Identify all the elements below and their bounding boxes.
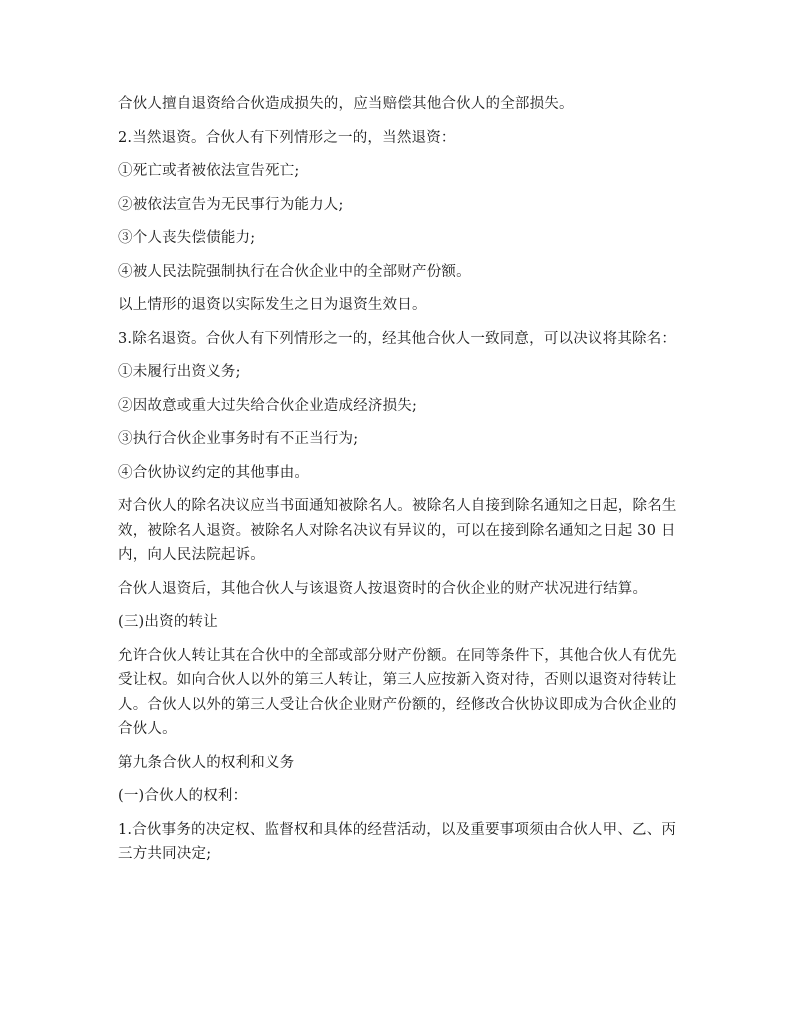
list-item-insolvency: ③个人丧失偿债能力; <box>118 230 256 246</box>
paragraph-compensation: 合伙人擅自退资给合伙造成损失的，应当赔偿其他合伙人的全部损失。 <box>118 96 574 112</box>
paragraph-settlement: 合伙人退资后，其他合伙人与该退资人按退资时的合伙企业的财产状况进行结算。 <box>118 580 648 597</box>
document-body <box>118 92 684 867</box>
list-item-misconduct: ③执行合伙企业事务时有不正当行为; <box>118 431 359 447</box>
section-heading-transfer: (三)出资的转让 <box>118 614 218 630</box>
list-item-other-reasons: ④合伙协议约定的其他事由。 <box>118 464 310 481</box>
list-item-capital-obligation: ①未履行出资义务; <box>118 364 241 380</box>
paragraph-expulsion-notice: 对合伙人的除名决议应当书面通知被除名人。被除名人自接到除名通知之日起，除名生效，被除名人退资。被除名人对除名决议有异议的，可以在接到除名通知之日起 30 日内，向人民法院起诉。 <box>118 498 677 563</box>
section-heading-rights: (一)合伙人的权利： <box>118 788 248 804</box>
list-item-incapacity: ②被依法宣告为无民事行为能力人; <box>118 196 344 213</box>
paragraph-expulsion: 3.除名退资。合伙人有下列情形之一的，经其他合伙人一致同意，可以决议将其除名： <box>118 330 677 347</box>
paragraph-automatic-withdrawal: 2.当然退资。合伙人有下列情形之一的，当然退资： <box>118 129 456 146</box>
paragraph-transfer-rules: 允许合伙人转让其在合伙中的全部或部分财产份额。在同等条件下，其他合伙人有优先受让权。如向合伙人以外的第三人转让，第三人应按新入资对待，否则以退资对待转让人。合伙人以外的第三人受让合伙企业财产份额的，经修改合伙协议即成为合伙企业的合伙人。 <box>118 647 677 737</box>
paragraph-decision-rights: 1.合伙事务的决定权、监督权和具体的经营活动，以及重要事项须由合伙人甲、乙、丙三方共同决定; <box>118 821 677 862</box>
list-item-death: ①死亡或者被依法宣告死亡; <box>118 163 300 179</box>
article-heading-rights-duties: 第九条合伙人的权利和义务 <box>118 754 295 771</box>
paragraph-effective-date: 以上情形的退资以实际发生之日为退资生效日。 <box>118 297 427 313</box>
list-item-negligence: ②因故意或重大过失给合伙企业造成经济损失; <box>118 397 418 414</box>
list-item-enforcement: ④被人民法院强制执行在合伙企业中的全部财产份额。 <box>118 263 471 280</box>
